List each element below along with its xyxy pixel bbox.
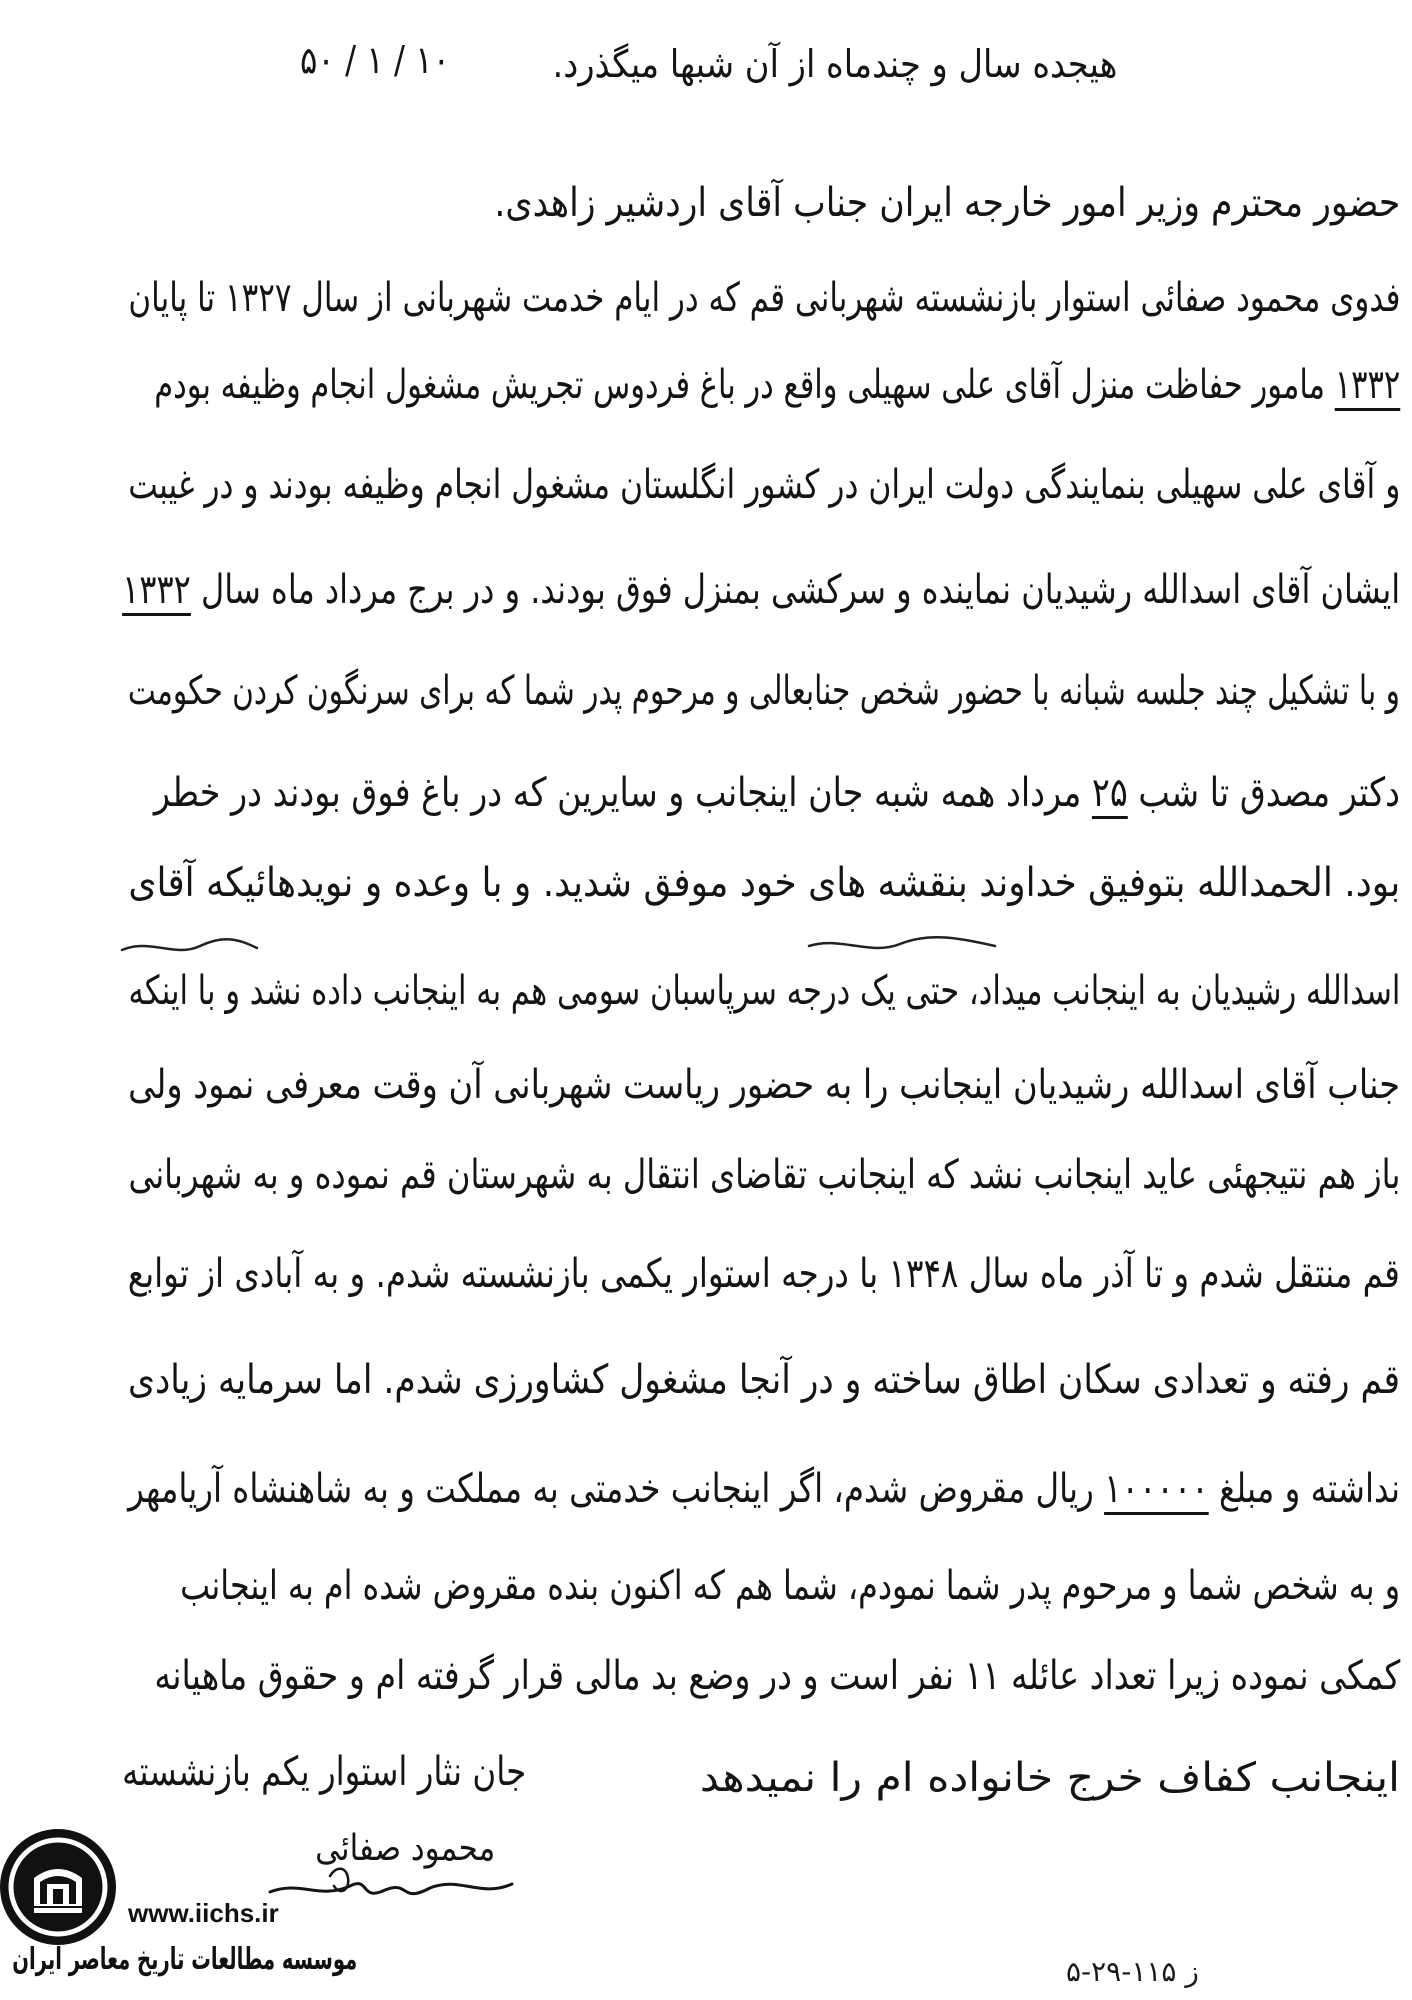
- letter-body-line: [128, 1143, 1400, 1207]
- letter-body-line: [128, 851, 1400, 915]
- underlined-day: ۲۵: [1091, 770, 1128, 816]
- letter-date: [300, 28, 450, 92]
- letter-body-line-text: [128, 1457, 1400, 1521]
- letter-body-line-text: قم منتقل شدم و تا آذر ماه سال ۱۳۴۸ با درجه استوار یکمی بازنشسته شدم. و به آبادی از توابع: [127, 1251, 1400, 1297]
- letter-body-line-text: کمکی نموده زیرا تعداد عائله ۱۱ نفر است و در وضع بد مالی قرار گرفته ام و حقوق ماهیانه: [154, 1653, 1400, 1699]
- letter-header-title-text: هیجده سال و چندماه از آن شبها میگذرد.: [552, 42, 1117, 86]
- letter-salutation: [494, 171, 1400, 235]
- squiggle-mark: [809, 937, 995, 948]
- letter-body-line: [128, 1348, 1400, 1412]
- letter-body-line: [154, 353, 1400, 417]
- letter-body-line: [128, 1242, 1400, 1306]
- letter-body-segment: مامور حفاظت منزل آقای علی سهیلی واقع در باغ فردوس تجریش مشغول انجام وظیفه بودم: [153, 362, 1335, 408]
- letter-body-line-text: اسدالله رشیدیان به اینجانب میداد، حتی یک درجه سرپاسبان سومی هم به اینجانب داده نشد و با اینکه: [128, 968, 1400, 1014]
- letter-body-segment: نداشته و مبلغ: [1208, 1466, 1400, 1512]
- letter-body-line: [154, 761, 1400, 825]
- letter-body-line-text: [122, 558, 1400, 622]
- letter-date-text: ۱۰ / ۱ / ۵۰: [299, 38, 450, 82]
- underlined-year: ۱۳۳۲: [1334, 362, 1400, 408]
- letter-body-line-text: [154, 761, 1400, 825]
- letter-closing-line-text: اینجانب کفاف خرج خانواده ام را نمیدهد: [699, 1755, 1400, 1801]
- letter-closing-line: [700, 1746, 1400, 1810]
- letter-body-line: [128, 453, 1400, 517]
- letter-body-line-text: باز هم نتیجهئی عاید اینجانب نشد که اینجانب تقاضای انتقال به شهرستان قم نموده و به شهربانی: [128, 1152, 1400, 1198]
- letter-salutation-text: حضور محترم وزیر امور خارجه ایران جناب آقای اردشیر زاهدی.: [494, 180, 1400, 226]
- letter-body-line: [128, 659, 1400, 723]
- signature-flourish: [270, 1884, 512, 1894]
- letter-body-line-text: قم رفته و تعدادی سکان اطاق ساخته و در آنجا مشغول کشاورزی شدم. اما سرمایه زیادی: [128, 1357, 1400, 1403]
- archive-reference-number: ۵-۲۹-۱۱۵ ز: [1066, 1955, 1199, 1988]
- letter-body-segment: دکتر مصدق تا شب: [1127, 770, 1400, 816]
- squiggle-mark: [122, 939, 257, 950]
- letter-body-line: [128, 1457, 1400, 1521]
- institute-name: [12, 1938, 357, 1982]
- letter-body-line-text: و با تشکیل چند جلسه شبانه با حضور شخص جنابعالی و مرحوم پدر شما که برای سرنگون کردن حکومت: [128, 668, 1400, 714]
- letter-body-line: [122, 558, 1400, 622]
- letter-body-line: [154, 1644, 1400, 1708]
- institute-website: www.iichs.ir: [128, 1898, 279, 1928]
- underlined-year: ۱۳۳۲: [121, 567, 191, 613]
- letter-body-segment: ایشان آقای اسدالله رشیدیان نماینده و سرکشی بمنزل فوق بودند. و در برج مرداد ماه سال: [190, 567, 1400, 613]
- letter-body-line-text: فدوی محمود صفائی استوار بازنشسته شهربانی قم که در ایام خدمت شهربانی از سال ۱۳۲۷ تا پایان: [127, 275, 1400, 321]
- letter-sign-off-text: جان نثار استوار یکم بازنشسته: [121, 1749, 526, 1795]
- letter-body-segment: مرداد همه شبه جان اینجانب و سایرین که در باغ فوق بودند در خطر: [153, 770, 1092, 816]
- letter-body-line: [128, 266, 1400, 330]
- signature-text: محمود صفائی: [314, 1828, 495, 1869]
- letter-body-line-text: و به شخص شما و مرحوم پدر شما نمودم، شما هم که اکنون بنده مقروض شده ام به اینجانب: [180, 1563, 1400, 1609]
- letter-body-line-text: و آقای علی سهیلی بنمایندگی دولت ایران در کشور انگلستان مشغول انجام وظیفه بودند و در غیبت: [127, 462, 1400, 508]
- letter-sign-off: [122, 1740, 526, 1804]
- signature: [315, 1817, 495, 1881]
- institute-name-text: موسسه مطالعات تاریخ معاصر ایران: [12, 1942, 357, 1977]
- letter-body-line-text: جناب آقای اسدالله رشیدیان اینجانب را به حضور ریاست شهربانی آن وقت معرفی نمود ولی: [128, 1062, 1400, 1108]
- institute-logo-icon: [0, 1826, 122, 1948]
- underlined-amount: ۱۰۰۰۰۰: [1103, 1466, 1209, 1512]
- letter-header-title: [552, 32, 1117, 96]
- letter-body-line-text: بود. الحمدالله بتوفیق خداوند بنقشه های خود موفق شدید. و با وعده و نویدهائیکه آقای: [128, 860, 1400, 906]
- letter-body-line: [128, 959, 1400, 1023]
- letter-body-line-text: [154, 353, 1400, 417]
- letter-body-line: [180, 1554, 1400, 1618]
- letter-body-line: [128, 1053, 1400, 1117]
- letter-body-segment: ریال مقروض شدم، اگر اینجانب خدمتی به مملکت و به شاهنشاه آریامهر: [128, 1466, 1104, 1512]
